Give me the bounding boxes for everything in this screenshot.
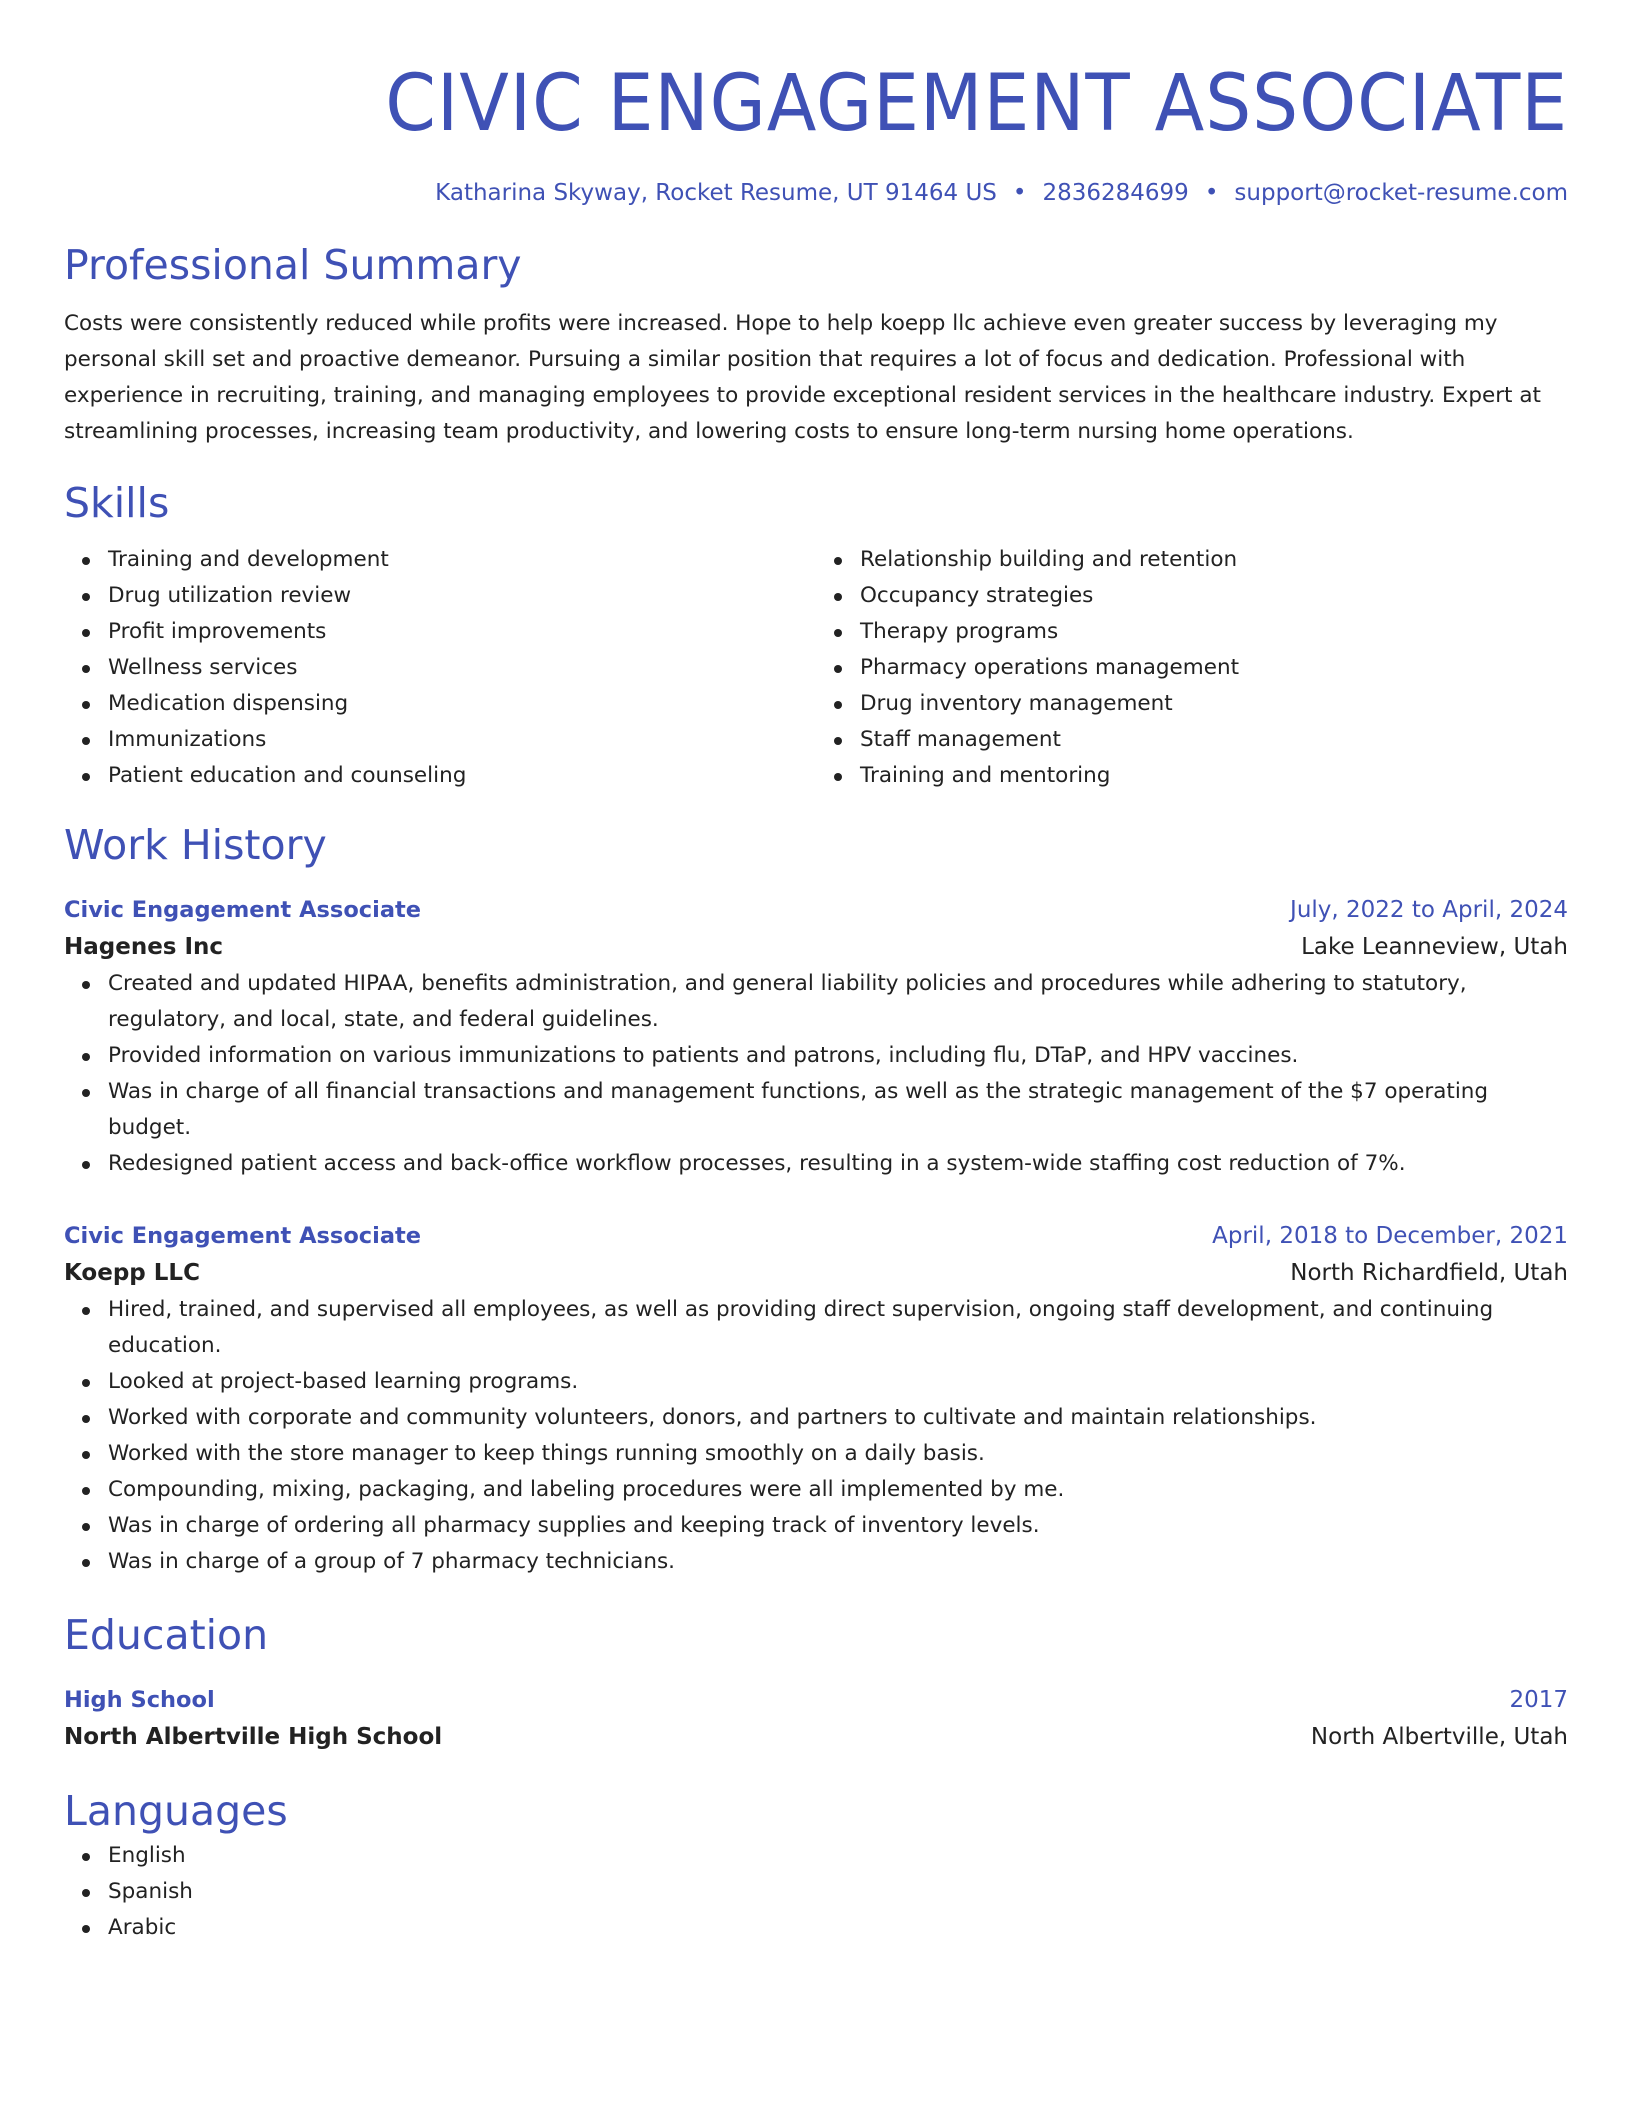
work-history-heading: Work History [64,821,327,869]
job-bullet: Provided information on various immunizations to patients and patrons, including flu, DTaP, and HPV vaccines. [64,1038,1568,1074]
contact-separator: • [1204,180,1219,206]
job-bullets [64,966,1568,1182]
job-dates: July, 2022 to April, 2024 [1290,897,1568,923]
skill-item: Pharmacy operations management [816,650,1568,686]
job-bullet: Looked at project-based learning programs. [64,1364,1568,1400]
job-header-row [64,892,1568,928]
job-role: Civic Engagement Associate [64,1223,422,1249]
education-header-row [64,1682,1568,1718]
education-location: North Albertville, Utah [1310,1724,1568,1750]
job-employer: Koepp LLC [64,1260,200,1286]
job-header-row [64,1218,1568,1254]
job-role: Civic Engagement Associate [64,897,422,923]
languages-section [64,1784,1568,1946]
education-section [64,1608,1568,1756]
skill-item: Training and mentoring [816,758,1568,794]
job-bullet: Hired, trained, and supervised all employees, as well as providing direct supervision, ongoing staff development, and continuing education. [64,1292,1568,1364]
language-item: Arabic [64,1910,1568,1946]
job-bullet: Redesigned patient access and back-office workflow processes, resulting in a system-wide staffing cost reduction of 7%. [64,1146,1568,1182]
skill-item: Relationship building and retention [816,542,1568,578]
contact-separator: • [1012,180,1027,206]
skill-item: Wellness services [64,650,816,686]
job-bullets [64,1292,1568,1580]
education-year: 2017 [1509,1687,1568,1713]
skill-item: Patient education and counseling [64,758,816,794]
language-item: English [64,1838,1568,1874]
skill-item: Immunizations [64,722,816,758]
job-employer-row [64,1254,1568,1292]
job-bullet: Worked with corporate and community volunteers, donors, and partners to cultivate and maintain relationships. [64,1400,1568,1436]
work-history-section [64,818,1568,1580]
skill-item: Training and development [64,542,816,578]
summary-heading: Professional Summary [64,241,522,289]
resume-header [64,56,1568,210]
languages-heading: Languages [64,1787,288,1835]
job-entry [64,892,1568,1182]
job-bullet: Was in charge of a group of 7 pharmacy technicians. [64,1544,1568,1580]
contact-address: Katharina Skyway, Rocket Resume, UT 91464 US [435,180,997,206]
skill-item: Drug inventory management [816,686,1568,722]
job-entry [64,1218,1568,1580]
job-location: North Richardfield, Utah [1290,1260,1568,1286]
summary-section [64,238,1568,450]
skills-column-right [816,542,1568,794]
skill-item: Occupancy strategies [816,578,1568,614]
contact-phone: 2836284699 [1042,180,1189,206]
skills-heading: Skills [64,479,170,527]
resume-title: CIVIC ENGAGEMENT ASSOCIATE [385,59,1569,149]
job-employer: Hagenes Inc [64,934,224,960]
job-bullet: Was in charge of ordering all pharmacy supplies and keeping track of inventory levels. [64,1508,1568,1544]
education-heading: Education [64,1611,269,1659]
skills-grid [64,542,1568,794]
education-school: North Albertville High School [64,1724,443,1750]
skill-item: Staff management [816,722,1568,758]
contact-email: support@rocket-resume.com [1234,180,1568,206]
job-dates: April, 2018 to December, 2021 [1212,1223,1568,1249]
education-degree: High School [64,1687,215,1713]
education-entry [64,1682,1568,1756]
skills-section [64,476,1568,794]
skill-item: Medication dispensing [64,686,816,722]
language-item: Spanish [64,1874,1568,1910]
languages-list [64,1838,1568,1946]
job-bullet: Worked with the store manager to keep things running smoothly on a daily basis. [64,1436,1568,1472]
skill-item: Therapy programs [816,614,1568,650]
skill-item: Drug utilization review [64,578,816,614]
job-location: Lake Leanneview, Utah [1301,934,1568,960]
skill-item: Profit improvements [64,614,816,650]
skills-column-left [64,542,816,794]
education-school-row [64,1718,1568,1756]
contact-line [64,176,1568,210]
job-employer-row [64,928,1568,966]
job-bullet: Created and updated HIPAA, benefits administration, and general liability policies and procedures while adhering to statutory, regulatory, and local, state, and federal guidelines. [64,966,1568,1038]
summary-text: Costs were consistently reduced while profits were increased. Hope to help koepp llc achieve even greater success by leveraging my personal skill set and proactive demeanor. Pursuing a similar position that requires a lot of focus and dedication. Professional with experience in recruiting, training, and managing employees to provide exceptional resident services in the healthcare industry. Expert at streamlining processes, increasing team productivity, and lowering costs to ensure long-term nursing home operations. [64,311,1541,444]
job-bullet: Compounding, mixing, packaging, and labeling procedures were all implemented by me. [64,1472,1568,1508]
job-bullet: Was in charge of all financial transactions and management functions, as well as the strategic management of the $7 operating budget. [64,1074,1568,1146]
